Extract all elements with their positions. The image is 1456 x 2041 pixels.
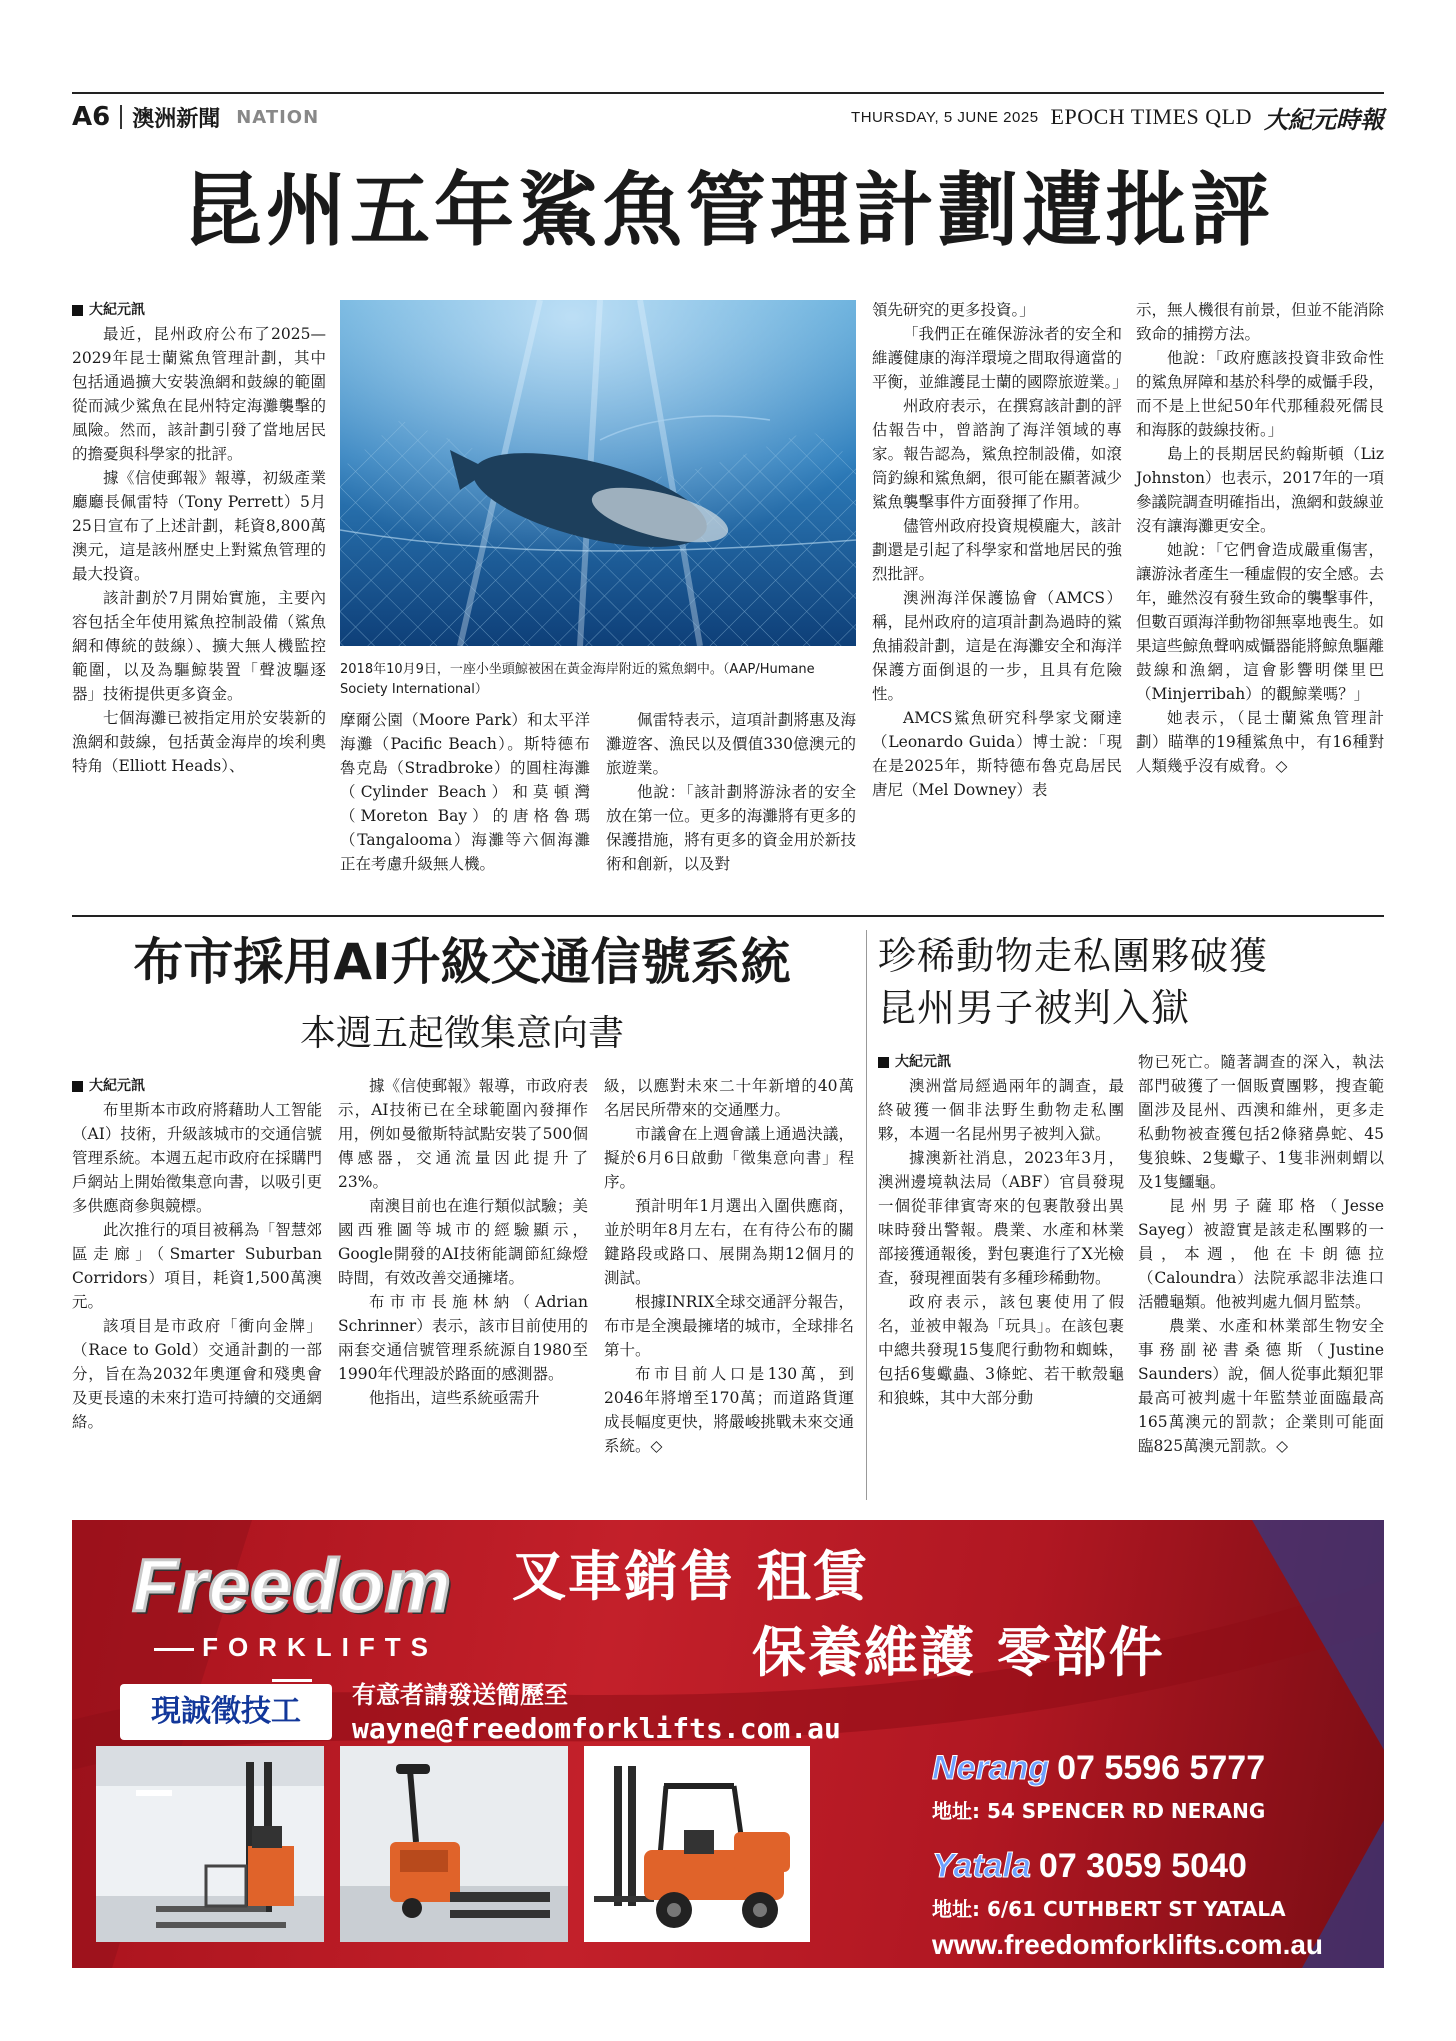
page-number: A6 <box>72 102 111 132</box>
logo-subtitle: FORKLIFTS <box>122 1632 462 1694</box>
freedom-forklifts-advert <box>72 1520 1384 1968</box>
hiring-badge: 現誠徵技工 <box>120 1684 332 1740</box>
logo-word: Freedom <box>132 1544 452 1627</box>
story2-column-2 <box>338 1074 588 1410</box>
stacker-forklift-image <box>96 1746 324 1942</box>
issue-date: THURSDAY, 5 JUNE 2025 <box>851 108 1039 126</box>
website-link[interactable]: www.freedomforklifts.com.au <box>932 1929 1324 1960</box>
story3-headline <box>878 930 1384 1034</box>
byline-square-icon <box>72 305 83 316</box>
paragraph: 南澳目前也在進行類似試驗；美國西雅圖等城市的經驗顯示，Google開發的AI技術能調節紅綠燈時間，有效改善交通擁堵。 <box>338 1197 588 1287</box>
yatala-address: 地址: 6/61 CUTHBERT ST YATALA <box>932 1897 1286 1921</box>
paragraph: 他指出，這些系統亟需升 <box>369 1389 540 1407</box>
paragraph: 根據INRIX全球交通評分報告，布市是全澳最擁堵的城市，全球排名第十。 <box>604 1293 855 1359</box>
pallet-jack-photo <box>340 1746 568 1942</box>
whale-in-net-image <box>340 300 856 646</box>
story-divider <box>72 915 1384 917</box>
advert-headline-2: 保養維護 零部件 <box>752 1621 1165 1684</box>
story3-column-2 <box>1138 1050 1384 1458</box>
paragraph: 布市目前人口是130萬，到2046年將增至170萬；而道路貨運成長幅度更快，將嚴峻挑戰未來交通系統。◇ <box>604 1365 854 1455</box>
paragraph: AMCS鯊魚研究科學家戈爾達（Leonardo Guida）博士說：「現在是2025年，斯特德布魯克島居民唐尼（Mel Downey）表 <box>872 709 1122 799</box>
paragraph: 最近，昆州政府公布了2025—2029年昆士蘭鯊魚管理計劃，其中包括通過擴大安裝漁網和鼓線的範圍從而減少鯊魚在昆州特定海灘襲擊的風險。然而，該計劃引發了當地居民的擔憂與科學家的批評。 <box>72 325 326 463</box>
counterbalance-forklift-image <box>584 1746 810 1942</box>
byline-square-icon <box>72 1081 83 1092</box>
paragraph: 她表示，（昆士蘭鯊魚管理計劃）瞄準的19種鯊魚中，有16種對人類幾乎沒有威脅。◇ <box>1136 709 1384 775</box>
story3-headline-line-2: 昆州男子被判入獄 <box>878 986 1191 1030</box>
paragraph: 島上的長期居民約翰斯頓（Liz Johnston）也表示，2017年的一項參議院調查明確指出，漁網和鼓線並沒有讓海灘更安全。 <box>1136 445 1385 535</box>
paragraph: 昆州男子薩耶格（Jesse Sayeg）被證實是該走私團夥的一員，本週，他在卡朗德拉（Caloundra）法院承認非法進口活體龜類。他被判處九個月監禁。 <box>1138 1197 1384 1311</box>
paper-name: EPOCH TIMES QLD <box>1050 104 1252 129</box>
story1-column-4 <box>872 298 1128 802</box>
paragraph: 他說：「該計劃將游泳者的安全放在第一位。更多的海灘將有更多的保護措施，將有更多的資金用於新技術和創新，以及對 <box>606 783 856 873</box>
header-top-rule <box>72 92 1384 94</box>
story1-column-1 <box>72 298 326 778</box>
nerang-phone[interactable]: 07 5596 5777 <box>1057 1749 1266 1787</box>
paragraph: 澳洲海洋保護協會（AMCS）稱，昆州政府的這項計劃為過時的鯊魚捕殺計劃，這是在海灘安全和海洋保護方面倒退的一步，且具有危險性。 <box>872 589 1122 703</box>
pallet-jack-image <box>340 1746 568 1942</box>
story3-headline-line-1: 珍稀動物走私團夥破獲 <box>878 934 1269 978</box>
story3-column-1 <box>878 1050 1124 1410</box>
story1-column-2 <box>340 708 590 876</box>
story1-column-5 <box>1136 298 1384 778</box>
column-divider <box>866 930 867 1500</box>
paragraph: 摩爾公園（Moore Park）和太平洋海灘（Pacific Beach）。斯特德布魯克島（Stradbroke）的圓柱海灘（Cylinder Beach）和莫頓灣（Moreton Bay）的唐格魯瑪（Tangalooma）海灘等六個海灘正在考慮升級無人機。 <box>340 711 590 873</box>
paragraph: 該計劃於7月開始實施，主要內容包括全年使用鯊魚控制設備（鯊魚網和傳統的鼓線）、擴大無人機監控範圍，以及為驅鯨裝置「聲波驅逐器」技術提供更多資金。 <box>72 589 326 703</box>
story1-column-3 <box>606 708 856 876</box>
contact-email[interactable]: wayne@freedomforklifts.com.au <box>352 1712 841 1745</box>
paragraph: 據《信使郵報》報導，初級產業廳廳長佩雷特（Tony Perrett）5月25日宣布了上述計劃，耗資8,800萬澳元，這是該州歷史上對鯊魚管理的最大投資。 <box>72 469 326 583</box>
contact-block <box>932 1746 1362 1924</box>
byline-square-icon <box>878 1057 889 1068</box>
paragraph: 物已死亡。隨著調查的深入，執法部門破獲了一個販賣團夥，搜查範圍涉及昆州、西澳和維州，更多走私動物被查獲包括2條豬鼻蛇、45隻狼蛛、2隻蠍子、1隻非洲刺蝟以及1隻鱷龜。 <box>1138 1053 1384 1191</box>
paragraph: 領先研究的更多投資。」 <box>872 301 1035 319</box>
paragraph: 級，以應對未來二十年新增的40萬名居民所帶來的交通壓力。 <box>604 1077 854 1119</box>
yatala-label: Yatala <box>932 1847 1031 1885</box>
paragraph: 該項目是市政府「衝向金牌」（Race to Gold）交通計劃的一部分，旨在為2032年奧運會和殘奧會及更長遠的未來打造可持續的交通網絡。 <box>72 1317 322 1431</box>
paragraph: 布里斯本市政府將藉助人工智能（AI）技術，升級該城市的交通信號管理系統。本週五起市政府在採購門戶網站上開始徵集意向書，以吸引更多供應商參與競標。 <box>72 1101 322 1215</box>
paragraph: 儘管州政府投資規模龐大，該計劃還是引起了科學家和當地居民的強烈批評。 <box>872 517 1122 583</box>
stacker-forklift-photo <box>96 1746 324 1942</box>
paper-name-chinese: 大紀元時報 <box>1264 104 1384 134</box>
nerang-label: Nerang <box>932 1749 1050 1787</box>
paragraph: 此次推行的項目被稱為「智慧郊區走廊」（Smarter Suburban Corridors）項目，耗資1,500萬澳元。 <box>72 1221 322 1311</box>
header-divider <box>120 105 122 129</box>
paragraph: 七個海灘已被指定用於安裝新的漁網和鼓線，包括黃金海岸的埃利奧特角（Elliott Heads）、 <box>72 709 326 775</box>
page-header <box>72 98 1384 136</box>
story1-photo-caption: 2018年10月9日，一座小坐頭鯨被困在黃金海岸附近的鯊魚網中。（AAP/Humane Society International） <box>340 662 815 697</box>
story2-subheadline: 本週五起徵集意向書 <box>299 1013 624 1054</box>
paragraph: 據澳新社消息，2023年3月，澳洲邊境執法局（ABF）官員發現一個從菲律賓寄來的包裹散發出異味時發出警報。農業、水產和林業部接獲通報後，對包裹進行了X光檢查，發現裡面裝有多種珍稀動物。 <box>878 1149 1124 1287</box>
story1-photo <box>340 300 856 646</box>
paragraph: 澳洲當局經過兩年的調查，最終破獲一個非法野生動物走私團夥，本週一名昆州男子被判入獄。 <box>878 1077 1124 1143</box>
advert-headline-1: 叉車銷售 租賃 <box>512 1545 869 1608</box>
section-title-en: NATION <box>236 106 320 128</box>
paragraph: 他說：「政府應該投資非致命性的鯊魚屏障和基於科學的威懾手段，而不是上世紀50年代那種殺死儒艮和海豚的鼓線技術。」 <box>1136 349 1385 439</box>
story2-column-3 <box>604 1074 854 1458</box>
paragraph: 據《信使郵報》報導，市政府表示，AI技術已在全球範圍內發揮作用，例如曼徹斯特試點安裝了500個傳感器，交通流量因此提升了23%。 <box>338 1077 588 1191</box>
section-title: 澳洲新聞 <box>132 106 221 132</box>
freedom-logo <box>122 1544 462 1664</box>
story2-byline: 大紀元訊 <box>72 1074 322 1098</box>
paragraph: 州政府表示，在撰寫該計劃的評估報告中，曾諮詢了海洋領域的專家。報告認為，鯊魚控制設備，如滾筒釣線和鯊魚網，很可能在顯著減少鯊魚襲擊事件方面發揮了作用。 <box>872 397 1122 511</box>
paragraph: 「我們正在確保游泳者的安全和維護健康的海洋環境之間取得適當的平衡，並維護昆士蘭的國際旅遊業。」 <box>872 325 1128 391</box>
story2-headline: 布市採用AI升級交通信號系統 <box>133 933 791 991</box>
paragraph: 政府表示，該包裹使用了假名，並被申報為「玩具」。在該包裹中總共發現15隻爬行動物和蜘蛛，包括6隻蠍蟲、3條蛇、若干軟殼龜和狼蛛，其中大部分動 <box>878 1293 1124 1407</box>
story3-byline: 大紀元訊 <box>878 1050 1124 1074</box>
paragraph: 預計明年1月選出入圍供應商，並於明年8月左右，在有待公布的關鍵路段或路口、展開為期12個月的測試。 <box>604 1197 854 1287</box>
paragraph: 農業、水產和林業部生物安全事務副祕書桑德斯（Justine Saunders）說，個人從事此類犯罪最高可被判處十年監禁並面臨最高165萬澳元的罰款；企業則可能面臨825萬澳元罰款。◇ <box>1138 1317 1384 1455</box>
yatala-phone-line <box>932 1844 1362 1894</box>
paragraph: 佩雷特表示，這項計劃將惠及海灘遊客、漁民以及價值330億澳元的旅遊業。 <box>606 711 856 777</box>
counterbalance-forklift-photo <box>584 1746 810 1942</box>
paragraph: 市議會在上週會議上通過決議，擬於6月6日啟動「徵集意向書」程序。 <box>604 1125 854 1191</box>
nerang-phone-line <box>932 1746 1362 1796</box>
yatala-phone[interactable]: 07 3059 5040 <box>1038 1847 1247 1885</box>
story1-headline: 昆州五年鯊魚管理計劃遭批評 <box>182 163 1274 257</box>
story1-byline: 大紀元訊 <box>72 298 326 322</box>
story2-column-1 <box>72 1074 322 1434</box>
paragraph: 她說：「它們會造成嚴重傷害，讓游泳者產生一種虛假的安全感。去年，雖然沒有發生致命的襲擊事件，但數百頭海洋動物卻無辜地喪生。如果這些鯨魚聲吶威懾器能將鯨魚驅離鼓線和漁網，這會影響明傑里巴（Minjerribah）的觀鯨業嗎？」 <box>1136 541 1385 703</box>
apply-text: 有意者請發送簡歷至 <box>352 1681 568 1709</box>
paragraph: 示，無人機很有前景，但並不能消除致命的捕撈方法。 <box>1136 301 1385 343</box>
nerang-address: 地址: 54 SPENCER RD NERANG <box>932 1799 1266 1823</box>
paragraph: 布市市長施林納（Adrian Schrinner）表示，該市目前使用的兩套交通信號管理系統源自1980至1990年代理設於路面的感測器。 <box>338 1293 588 1383</box>
